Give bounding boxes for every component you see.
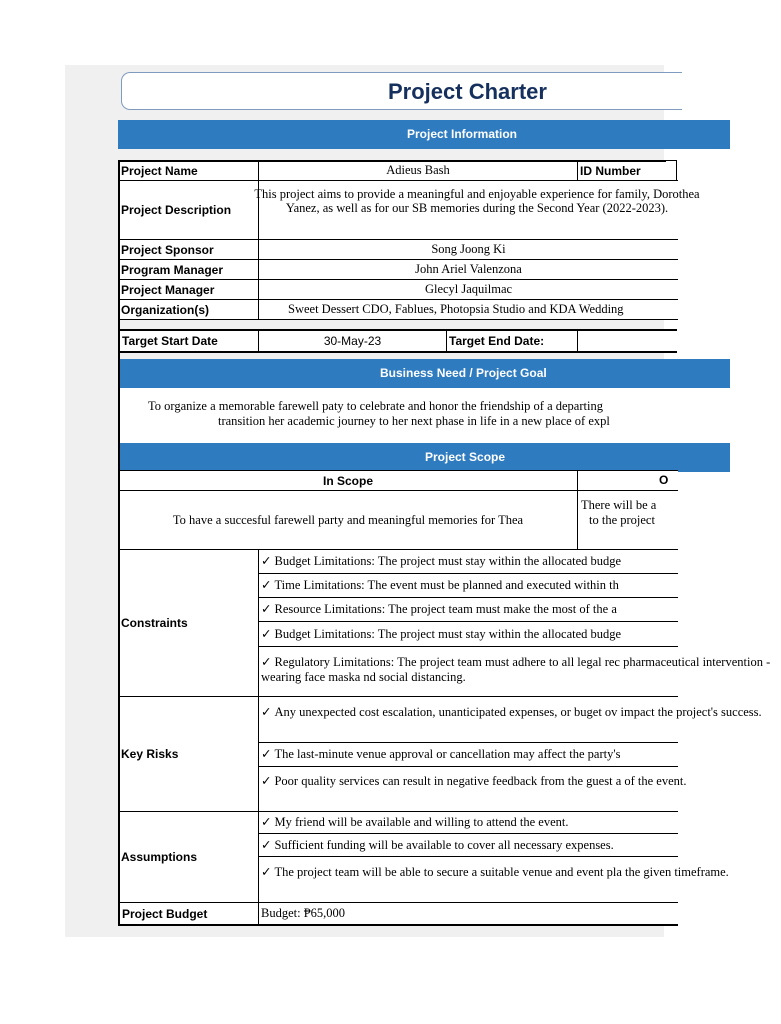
project-manager-label: Project Manager bbox=[118, 279, 259, 300]
out-of-scope-lines bbox=[581, 498, 721, 528]
project-description-label: Project Description bbox=[118, 180, 259, 240]
section-header-project-scope: Project Scope bbox=[118, 443, 730, 472]
constraints-label: Constraints bbox=[118, 549, 259, 697]
check-icon: ✓ bbox=[261, 815, 272, 829]
out-of-scope-text bbox=[577, 490, 678, 550]
assumption-item: ✓ The project team will be able to secure a suitable venue and event pla the given timeframe. bbox=[258, 856, 678, 903]
check-icon: ✓ bbox=[261, 578, 272, 592]
id-number-label: ID Number bbox=[577, 160, 677, 181]
project-budget-label: Project Budget bbox=[118, 902, 259, 926]
business-goal-cell bbox=[118, 388, 678, 444]
target-end-date-label: Target End Date: bbox=[446, 329, 578, 353]
in-scope-text: To have a succesful farewell party and meaningful memories for Thea bbox=[118, 490, 578, 550]
check-icon: ✓ bbox=[261, 602, 272, 616]
constraint-item: ✓ Regulatory Limitations: The project team must adhere to all legal rec pharmaceutical intervention - wearing face maska nd social distancing. bbox=[258, 646, 678, 697]
check-icon: ✓ bbox=[261, 554, 272, 568]
risk-item: ✓ Poor quality services can result in negative feedback from the guest a of the event. bbox=[258, 766, 678, 812]
business-goal-line-1: To organize a memorable farewell paty to celebrate and honor the friendship of a departing bbox=[148, 399, 603, 413]
check-icon: ✓ bbox=[261, 837, 272, 852]
project-sponsor-label: Project Sponsor bbox=[118, 239, 259, 260]
business-goal-text bbox=[119, 399, 679, 429]
constraint-item: ✓ Resource Limitations: The project team must make the most of the a bbox=[258, 597, 678, 622]
check-icon: ✓ bbox=[261, 626, 272, 641]
out-of-scope-line-1: There will be a bbox=[581, 498, 657, 512]
project-description-text: This project aims to provide a meaningful and enjoyable experience for family, Dorothea Yanez, as well as for our SB memories during the Second Year (2022-2023). bbox=[254, 187, 700, 215]
project-sponsor-value: Song Joong Ki bbox=[258, 239, 678, 260]
target-start-date-value: 30-May-23 bbox=[258, 329, 447, 353]
project-name-label: Project Name bbox=[118, 160, 259, 181]
target-end-date-value bbox=[577, 329, 677, 353]
risk-item: ✓ Any unexpected cost escalation, unanticipated expenses, or buget ov impact the project's success. bbox=[258, 696, 678, 743]
constraint-item: ✓ Budget Limitations: The project must stay within the allocated budge bbox=[258, 621, 678, 647]
assumption-item: ✓ Sufficient funding will be available to cover all necessary expenses. bbox=[258, 833, 678, 857]
out-of-scope-header: O bbox=[577, 470, 678, 491]
in-scope-header: In Scope bbox=[118, 470, 578, 491]
business-goal-line-2: transition her academic journey to her next phase in life in a new place of expl bbox=[218, 414, 610, 428]
charter-page bbox=[118, 65, 771, 935]
constraint-item: ✓ Budget Limitations: The project must stay within the allocated budge bbox=[258, 549, 678, 574]
program-manager-label: Program Manager bbox=[118, 259, 259, 280]
project-description-value bbox=[254, 180, 700, 240]
title-box bbox=[121, 72, 682, 110]
risk-item: ✓ The last-minute venue approval or cancellation may affect the party's bbox=[258, 742, 678, 767]
target-start-date-label: Target Start Date bbox=[118, 329, 259, 353]
assumptions-label: Assumptions bbox=[118, 811, 259, 903]
constraint-item: ✓ Time Limitations: The event must be planned and executed within th bbox=[258, 573, 678, 598]
check-icon: ✓ bbox=[261, 774, 272, 788]
project-budget-value: Budget: ₱65,000 bbox=[258, 902, 678, 926]
section-header-project-information: Project Information bbox=[118, 120, 730, 149]
check-icon: ✓ bbox=[261, 865, 272, 879]
program-manager-value: John Ariel Valenzona bbox=[258, 259, 678, 280]
section-header-business-need: Business Need / Project Goal bbox=[118, 359, 730, 388]
check-icon: ✓ bbox=[261, 705, 272, 719]
out-of-scope-line-2: to the project bbox=[589, 513, 655, 527]
check-icon: ✓ bbox=[261, 655, 272, 669]
key-risks-label: Key Risks bbox=[118, 696, 259, 812]
project-manager-value: Glecyl Jaquilmac bbox=[258, 279, 678, 300]
page-title: Project Charter bbox=[388, 79, 547, 104]
organizations-label: Organization(s) bbox=[118, 299, 259, 320]
assumption-item: ✓ My friend will be available and willing to attend the event. bbox=[258, 811, 678, 834]
organizations-value: Sweet Dessert CDO, Fablues, Photopsia Studio and KDA Wedding bbox=[258, 299, 678, 320]
project-name-value: Adieus Bash bbox=[258, 160, 578, 181]
check-icon: ✓ bbox=[261, 747, 272, 761]
